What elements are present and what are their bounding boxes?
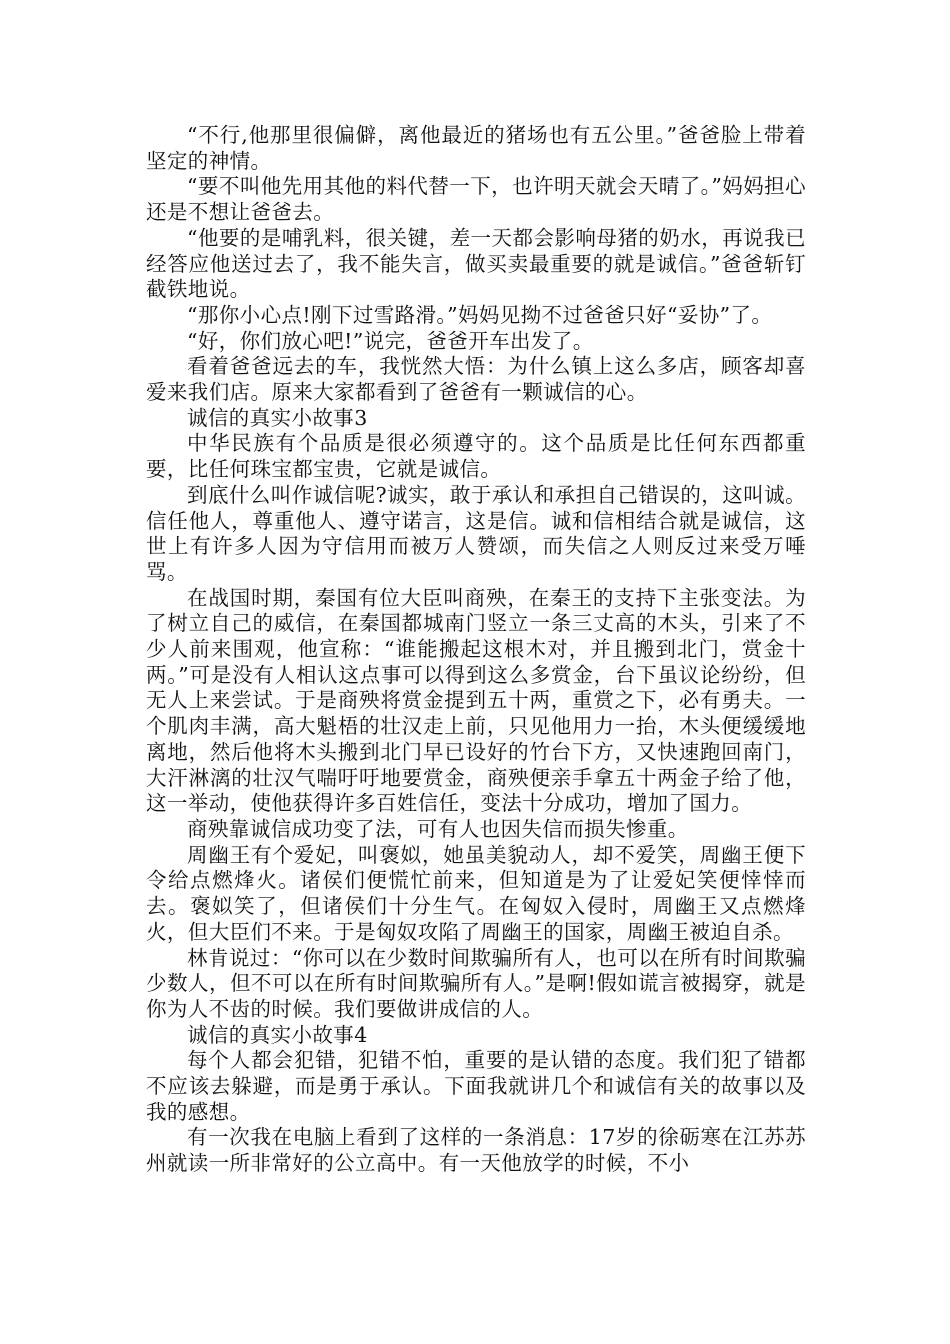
paragraph: 有一次我在电脑上看到了这样的一条消息：17岁的徐砺寒在江苏苏州就读一所非常好的公立高中。有一天他放学的时候，不小 bbox=[146, 1125, 806, 1176]
paragraph: 中华民族有个品质是很必须遵守的。这个品质是比任何东西都重要，比任何珠宝都宝贵，它就是诚信。 bbox=[146, 431, 806, 482]
section-heading: 诚信的真实小故事4 bbox=[187, 1022, 368, 1047]
document-page bbox=[146, 123, 806, 1177]
paragraph: 商殃靠诚信成功变了法，可有人也因失信而损失惨重。 bbox=[187, 816, 689, 841]
paragraph: 看着爸爸远去的车，我恍然大悟：为什么镇上这么多店，顾客却喜爱来我们店。原来大家都看到了爸爸有一颗诚信的心。 bbox=[146, 354, 806, 405]
paragraph: “他要的是哺乳料，很关键，差一天都会影响母猪的奶水，再说我已经答应他送过去了，我不能失言，做买卖最重要的就是诚信。”爸爸斩钉截铁地说。 bbox=[146, 225, 806, 302]
paragraph: 每个人都会犯错，犯错不怕，重要的是认错的态度。我们犯了错都不应该去躲避，而是勇于承认。下面我就讲几个和诚信有关的故事以及我的感想。 bbox=[146, 1048, 806, 1124]
paragraph: “要不叫他先用其他的料代替一下，也许明天就会天晴了。”妈妈担心还是不想让爸爸去。 bbox=[146, 174, 806, 225]
paragraph: “那你小心点!刚下过雪路滑。”妈妈见拗不过爸爸只好“妥协”了。 bbox=[187, 302, 773, 327]
paragraph: 周幽王有个爱妃，叫褒姒，她虽美貌动人，却不爱笑，周幽王便下令给点燃烽火。诸侯们便慌忙前来，但知道是为了让爱妃笑便悻悻而去。褒姒笑了，但诸侯们十分生气。在匈奴入侵时，周幽王又点燃烽火，但大臣们不来。于是匈奴攻陷了周幽王的国家，周幽王被迫自杀。 bbox=[146, 842, 806, 944]
section-heading: 诚信的真实小故事3 bbox=[187, 405, 368, 430]
paragraph: 林肯说过：“你可以在少数时间欺骗所有人，也可以在所有时间欺骗少数人，但不可以在所有时间欺骗所有人。”是啊!假如谎言被揭穿，就是你为人不齿的时候。我们要做讲成信的人。 bbox=[146, 945, 806, 1021]
paragraph: “不行,他那里很偏僻，离他最近的猪场也有五公里。”爸爸脸上带着坚定的神情。 bbox=[146, 123, 806, 173]
paragraph: 到底什么叫作诚信呢?诚实，敢于承认和承担自己错误的，这叫诚。信任他人，尊重他人、遵守诺言，这是信。诚和信相结合就是诚信，这世上有许多人因为守信用而被万人赞颂，而失信之人则反过来受万唾骂。 bbox=[146, 482, 806, 584]
paragraph: 在战国时期，秦国有位大臣叫商殃，在秦王的支持下主张变法。为了树立自己的威信，在秦国都城南门竖立一条三丈高的木头，引来了不少人前来围观，他宣称：“谁能搬起这根木对，并且搬到北门，赏金十两。”可是没有人相认这点事可以得到这么多赏金，台下虽议论纷纷，但无人上来尝试。于是商殃将赏金提到五十两，重赏之下，必有勇夫。一个肌肉丰满，高大魁梧的壮汉走上前，只见他用力一抬，木头便缓缓地离地，然后他将木头搬到北门早已设好的竹台下方，又快速跑回南门，大汗淋漓的壮汉气喘吁吁地要赏金，商殃便亲手拿五十两金子给了他，这一举动，使他获得许多百姓信任，变法十分成功，增加了国力。 bbox=[146, 585, 806, 816]
paragraph: “好，你们放心吧!”说完，爸爸开车出发了。 bbox=[187, 328, 594, 353]
